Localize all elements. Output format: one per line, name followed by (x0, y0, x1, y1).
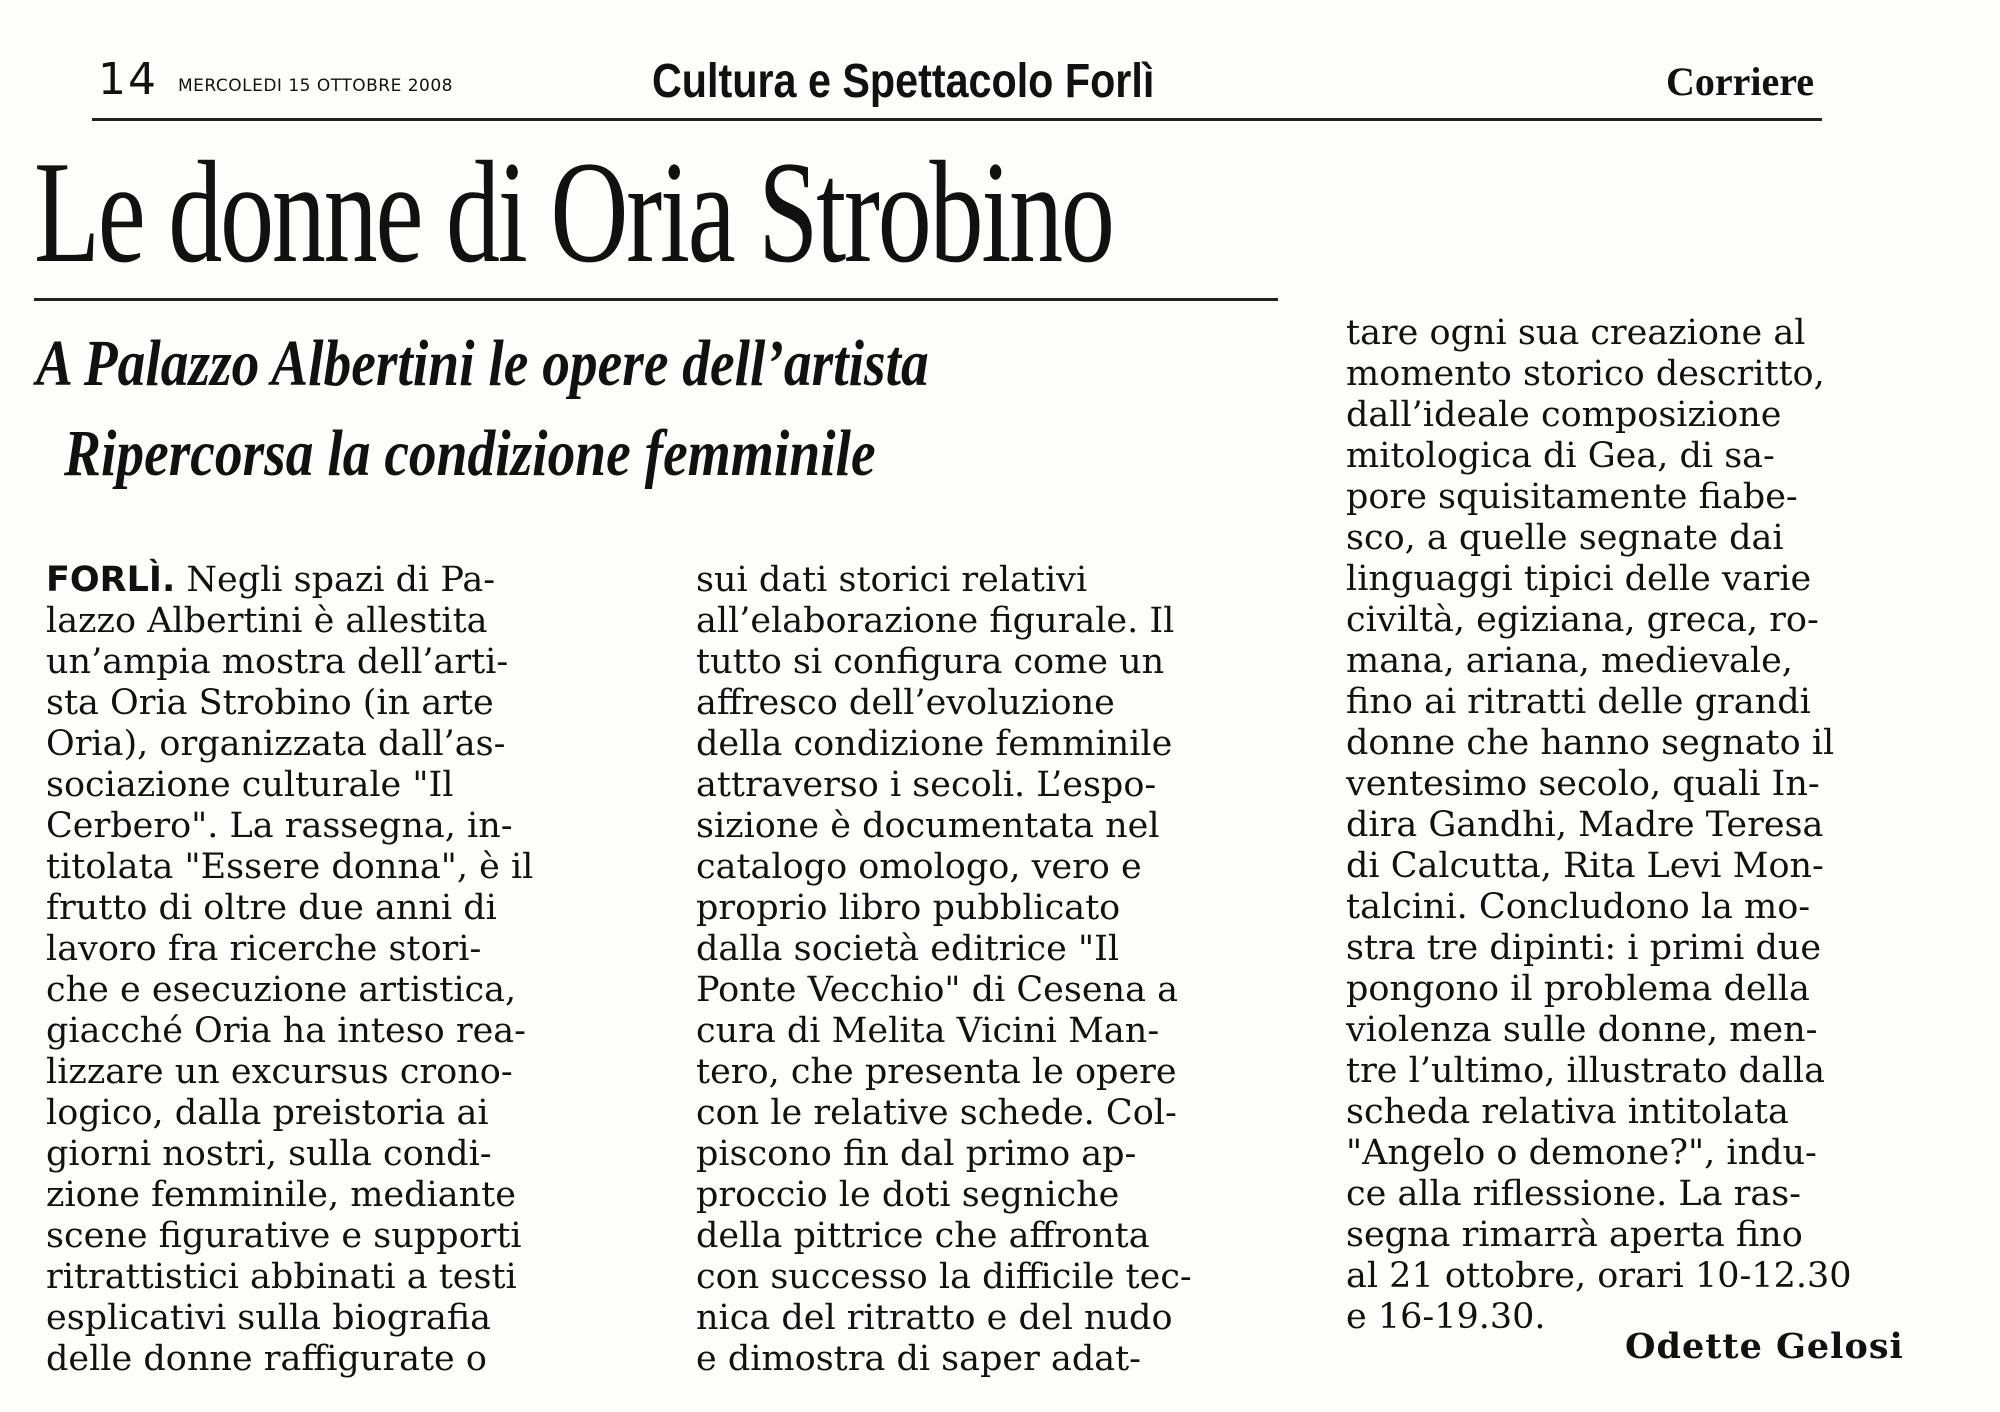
byline: Odette Gelosi (1625, 1326, 1904, 1367)
article-text-line: lizzare un excursus crono- (46, 1052, 513, 1092)
article-text-line: dira Gandhi, Madre Teresa (1346, 805, 1824, 845)
article-text-line: sta Oria Strobino (in arte (46, 683, 494, 723)
page-number: 14 (98, 54, 158, 105)
article-text-line: fino ai ritratti delle grandi (1346, 682, 1811, 722)
article-text-line: segna rimarrà aperta fino (1346, 1215, 1803, 1255)
article-text-line: sui dati storici relativi (696, 560, 1088, 600)
article-text-line: di Calcutta, Rita Levi Mon- (1346, 846, 1824, 886)
headline: Le donne di Oria Strobino (34, 131, 1113, 293)
article-text-line: cura di Melita Vicini Man- (696, 1011, 1160, 1051)
article-text-line: frutto di oltre due anni di (46, 888, 497, 928)
article-text-line: delle donne raffigurate o (46, 1339, 487, 1379)
article-text-line: logico, dalla preistoria ai (46, 1093, 489, 1133)
article-text-line: ritrattistici abbinati a testi (46, 1257, 517, 1297)
headline-rule (34, 298, 1278, 301)
article-text-line: piscono fin dal primo ap- (696, 1134, 1137, 1174)
article-column-2 (696, 560, 1286, 1380)
article-text-line: che e esecuzione artistica, (46, 970, 517, 1010)
section-title: Cultura e Spettacolo Forlì (652, 55, 1155, 108)
issue-date: MERCOLEDI 15 OTTOBRE 2008 (178, 76, 453, 96)
article-text-line: con le relative schede. Col- (696, 1093, 1177, 1133)
article-text-line: momento storico descritto, (1346, 354, 1825, 394)
article-text-line: della pittrice che affronta (696, 1216, 1150, 1256)
article-text-line (46, 560, 636, 601)
article-text-line: civiltà, egiziana, greca, ro- (1346, 600, 1819, 640)
article-column-3 (1346, 313, 1936, 1338)
article-text-line: un’ampia mostra dell’arti- (46, 642, 509, 682)
article-text-line: titolata "Essere donna", è il (46, 847, 534, 887)
article-text-line: sociazione culturale "Il (46, 765, 454, 805)
deck-line-1: A Palazzo Albertini le opere dell’artista (36, 327, 929, 400)
article-text-line: catalogo omologo, vero e (696, 847, 1142, 887)
article-text-line: giacché Oria ha inteso rea- (46, 1011, 527, 1051)
article-text-segment: Negli spazi di Pa- (186, 560, 496, 600)
article-text-line: linguaggi tipici delle varie (1346, 559, 1812, 599)
article-text-line: e dimostra di saper adat- (696, 1339, 1142, 1379)
article-text-line: tero, che presenta le opere (696, 1052, 1177, 1092)
article-text-line: tare ogni sua creazione al (1346, 313, 1806, 353)
article-text-line: lazzo Albertini è allestita (46, 601, 488, 641)
article-text-line: ventesimo secolo, quali In- (1346, 764, 1820, 804)
article-column-1 (46, 560, 636, 1380)
article-text-line: al 21 ottobre, orari 10-12.30 (1346, 1256, 1852, 1296)
article-text-line: affresco dell’evoluzione (696, 683, 1115, 723)
article-text-line: Oria), organizzata dall’as- (46, 724, 506, 764)
article-text-line: tre l’ultimo, illustrato dalla (1346, 1051, 1825, 1091)
article-text-line: mitologica di Gea, di sa- (1346, 436, 1775, 476)
article-text-line: pore squisitamente fiabe- (1346, 477, 1798, 517)
masthead (92, 46, 1822, 121)
article-text-line: all’elaborazione figurale. Il (696, 601, 1175, 641)
article-text-line: della condizione femminile (696, 724, 1173, 764)
article-text-line: lavoro fra ricerche stori- (46, 929, 482, 969)
article-text-line: sco, a quelle segnate dai (1346, 518, 1784, 558)
article-text-line: donne che hanno segnato il (1346, 723, 1835, 763)
article-text-line: talcini. Concludono la mo- (1346, 887, 1811, 927)
article-text-line: dall’ideale composizione (1346, 395, 1782, 435)
article-text-line: sizione è documentata nel (696, 806, 1160, 846)
article-text-line: proccio le doti segniche (696, 1175, 1120, 1215)
article-text-line: con successo la difficile tec- (696, 1257, 1192, 1297)
article-text-line: mana, ariana, medievale, (1346, 641, 1793, 681)
article-text-line: e 16-19.30. (1346, 1297, 1546, 1337)
article-text-line: proprio libro pubblicato (696, 888, 1121, 928)
article-text-line: pongono il problema della (1346, 969, 1810, 1009)
article-text-line: scene figurative e supporti (46, 1216, 522, 1256)
article-text-line: ce alla riflessione. La ras- (1346, 1174, 1801, 1214)
article-text-line: dalla società editrice "Il (696, 929, 1120, 969)
article-text-line: scheda relativa intitolata (1346, 1092, 1789, 1132)
article-text-line: Ponte Vecchio" di Cesena a (696, 970, 1178, 1010)
article-text-line: tutto si configura come un (696, 642, 1165, 682)
newspaper-logo: Corriere (1665, 59, 1814, 104)
article-text-line: esplicativi sulla biografia (46, 1298, 492, 1338)
article-text-line: "Angelo o demone?", indu- (1346, 1133, 1817, 1173)
article-text-line: violenza sulle donne, men- (1346, 1010, 1818, 1050)
deck-line-2: Ripercorsa la condizione femminile (64, 417, 876, 490)
article-text-line: nica del ritratto e del nudo (696, 1298, 1173, 1338)
dateline: FORLÌ. (46, 560, 176, 600)
article-text-line: attraverso i secoli. L’espo- (696, 765, 1157, 805)
article-text-line: zione femminile, mediante (46, 1175, 516, 1215)
article-text-line: stra tre dipinti: i primi due (1346, 928, 1822, 968)
article-text-line: Cerbero". La rassegna, in- (46, 806, 513, 846)
article-text-line: giorni nostri, sulla condi- (46, 1134, 492, 1174)
